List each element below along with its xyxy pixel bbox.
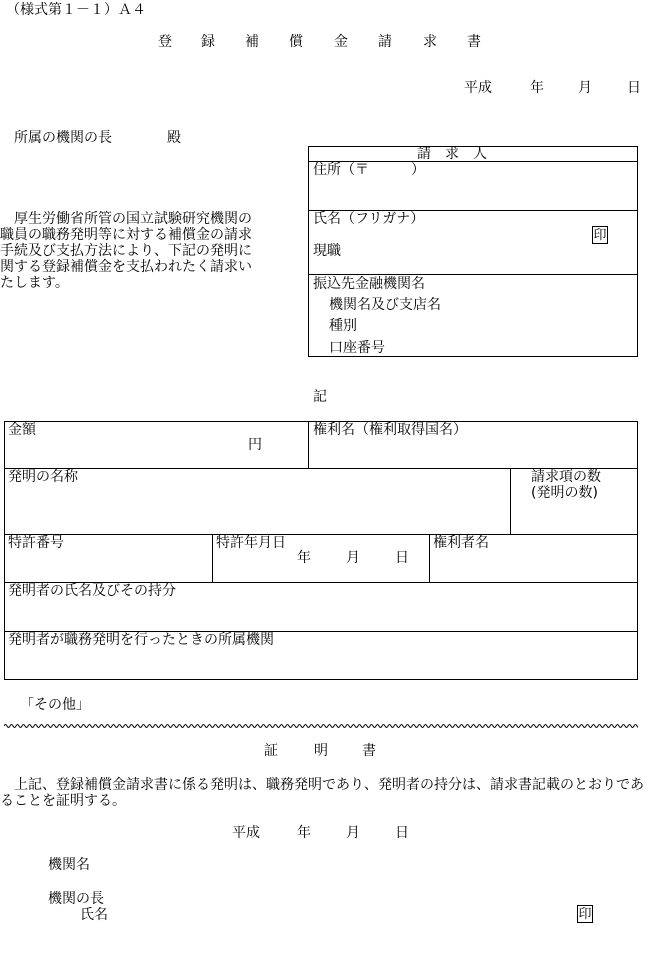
divider <box>308 274 638 275</box>
account-number-label: 口座番号 <box>329 340 385 356</box>
bank-label: 振込先金融機関名 <box>313 276 425 292</box>
form-code: （様式第１－１）Ａ４ <box>6 2 146 18</box>
seal-stamp: 印 <box>593 228 607 243</box>
honorific: 殿 <box>167 130 181 146</box>
certificate-title-char: 証 <box>264 743 278 759</box>
certificate-title-char: 明 <box>314 743 328 759</box>
title-char: 償 <box>289 34 303 50</box>
certificate-era: 平成 <box>232 825 260 841</box>
divider <box>4 534 638 535</box>
patent-date-month: 月 <box>346 550 360 566</box>
certificate-year: 年 <box>297 825 311 841</box>
amount-unit: 円 <box>248 437 262 453</box>
rights-holder-label: 権利者名 <box>433 535 489 551</box>
title-char: 請 <box>378 34 392 50</box>
divider <box>212 534 213 582</box>
title-char: 書 <box>467 34 481 50</box>
request-text: 厚生労働省所管の国立試験研究機関の職員の職務発明等に対する補償金の請求手続及び支払方法により、下記の発明に関する登録補償金を支払われたく請求いたします。 <box>0 211 252 291</box>
head-label: 機関の長 <box>48 891 104 907</box>
divider <box>308 421 309 468</box>
title-char: 録 <box>201 34 215 50</box>
date-day: 日 <box>627 80 641 96</box>
invention-name-label: 発明の名称 <box>8 469 78 485</box>
patent-number-label: 特許番号 <box>8 535 64 551</box>
patent-date-day: 日 <box>395 550 409 566</box>
date-year: 年 <box>530 80 544 96</box>
account-type-label: 種別 <box>329 318 357 334</box>
patent-date-year: 年 <box>297 550 311 566</box>
patent-date-label: 特許年月日 <box>216 535 286 551</box>
position-label: 現職 <box>313 243 341 259</box>
name-label: 氏名（フリガナ） <box>313 211 425 227</box>
inventor-org-label: 発明者が職務発明を行ったときの所属機関 <box>8 632 274 648</box>
bank-branch-label: 機関名及び支店名 <box>329 297 441 313</box>
wavy-separator <box>4 722 638 730</box>
title-char: 補 <box>245 34 259 50</box>
date-era: 平成 <box>464 80 492 96</box>
divider <box>429 534 430 582</box>
right-name-label: 権利名（権利取得国名） <box>313 422 467 438</box>
date-month: 月 <box>578 80 592 96</box>
addressee: 所属の機関の長 <box>14 130 112 146</box>
amount-label: 金額 <box>8 422 36 438</box>
certificate-seal-stamp: 印 <box>578 907 592 922</box>
inventor-share-label: 発明者の氏名及びその持分 <box>8 583 176 599</box>
title-char: 登 <box>158 34 172 50</box>
certificate-body: 上記、登録補償金請求書に係る発明は、職務発明であり、発明者の持分は、請求書記載のとおりであることを証明する。 <box>0 777 644 809</box>
title-char: 金 <box>334 34 348 50</box>
head-name-label: 氏名 <box>80 907 108 923</box>
address-label: 住所（〒 ） <box>313 162 425 178</box>
divider <box>510 468 511 534</box>
certificate-month: 月 <box>346 825 360 841</box>
claims-count-sub: (発明の数) <box>531 485 598 501</box>
org-label: 機関名 <box>48 857 90 873</box>
claims-count-label: 請求項の数 <box>531 469 601 485</box>
other-label: 「その他」 <box>20 697 90 713</box>
claimant-header: 請 求 人 <box>417 146 487 162</box>
ki-heading: 記 <box>313 389 327 405</box>
certificate-day: 日 <box>395 825 409 841</box>
certificate-title-char: 書 <box>362 743 376 759</box>
title-char: 求 <box>423 34 437 50</box>
